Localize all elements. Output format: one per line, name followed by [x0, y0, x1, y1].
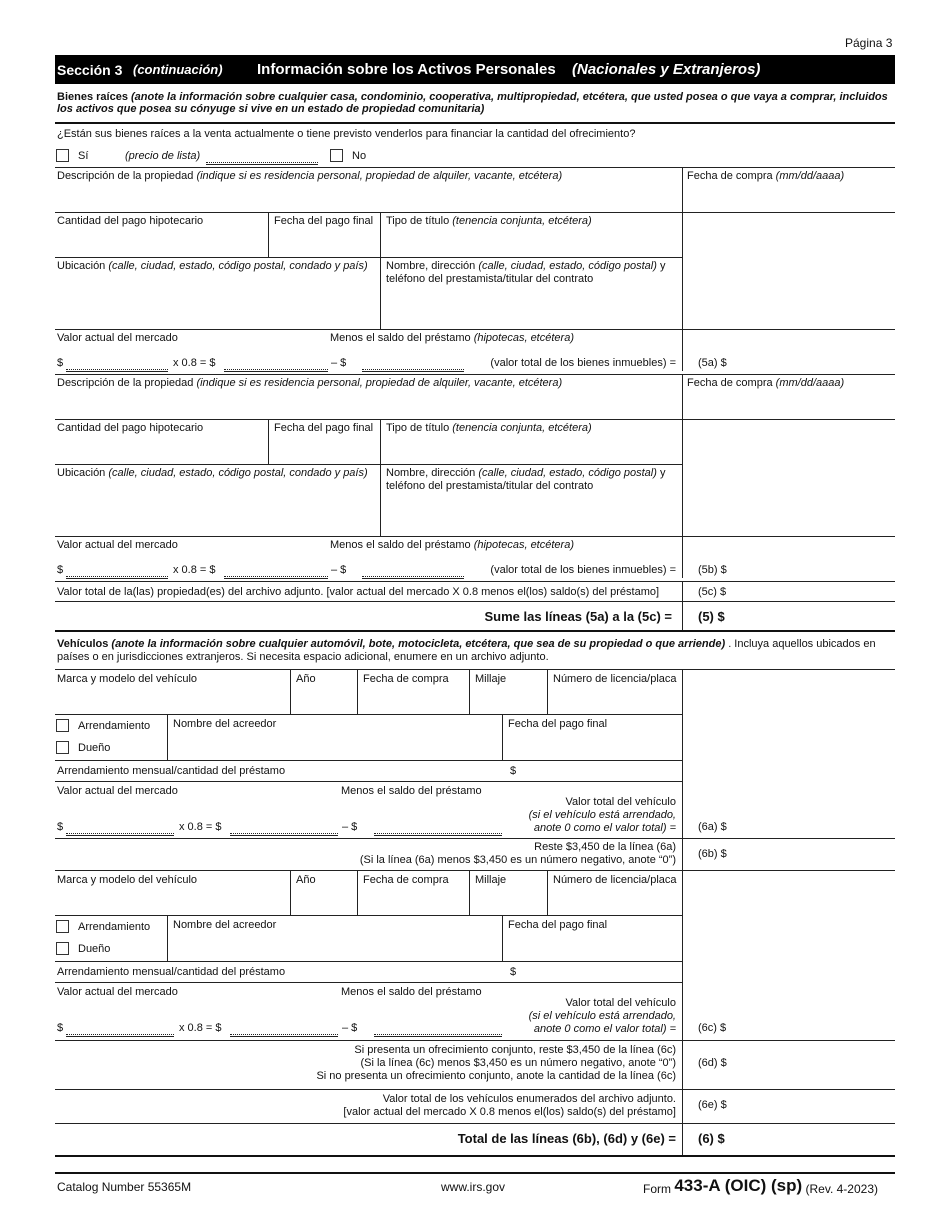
less-loan-label: Menos el saldo del préstamo (hipotecas, etcétera): [330, 539, 574, 551]
location-label: Ubicación (calle, ciudad, estado, código postal, condado y país): [57, 260, 368, 272]
final-payment-label: Fecha del pago final: [274, 422, 374, 434]
title-type-label: Tipo de título (tenencia conjunta, etcétera): [386, 422, 592, 434]
adjusted-value-field[interactable]: [224, 369, 328, 372]
loan-balance-field[interactable]: [362, 576, 464, 579]
line-6a-ref: (6a) $: [698, 821, 727, 833]
times-factor: x 0.8 = $: [173, 564, 216, 576]
vehicle-total-note: (si el vehículo está arrendado,: [528, 809, 676, 821]
property-description-label: Descripción de la propiedad (indique si es residencia personal, propiedad de alquiler, vacante, etcétera): [57, 170, 563, 182]
real-estate-heading: Bienes raíces (anote la información sobre cualquier casa, condominio, cooperativa, multipropiedad, etcétera, que usted posea o que vaya a comprar, incluidos: [57, 91, 888, 103]
mortgage-amount-label: Cantidad del pago hipotecario: [57, 215, 204, 227]
final-payment-label: Fecha del pago final: [508, 718, 608, 730]
attachment-6e-note: [valor actual del mercado X 0.8 menos el(los) saldo(s) del préstamo]: [343, 1106, 676, 1118]
subtract-6d-note: (Si la línea (6c) menos $3,450 es un número negativo, anote “0”): [360, 1057, 676, 1069]
lease-label: Arrendamiento: [78, 720, 151, 732]
dollar-sign: $: [57, 1022, 64, 1034]
minus-sign: – $: [342, 821, 358, 833]
less-loan-label: Menos el saldo del préstamo: [341, 785, 482, 797]
mileage-label: Millaje: [475, 874, 507, 886]
section-title: Información sobre los Activos Personales: [257, 61, 556, 78]
vehicle-total-label: Valor total del vehículo: [565, 796, 676, 808]
lender-label: Nombre, dirección (calle, ciudad, estado, código postal) y: [386, 467, 666, 479]
minus-sign: – $: [331, 564, 347, 576]
lender-label: Nombre, dirección (calle, ciudad, estado, código postal) y: [386, 260, 666, 272]
form-id: Form 433-A (OIC) (sp) (Rev. 4-2023): [643, 1176, 878, 1196]
owner-label: Dueño: [78, 742, 111, 754]
section-banner: [55, 55, 895, 84]
adjusted-value-field[interactable]: [230, 1034, 338, 1037]
times-factor: x 0.8 = $: [179, 821, 222, 833]
minus-sign: – $: [342, 1022, 358, 1034]
irs-website: www.irs.gov: [441, 1180, 506, 1194]
times-factor: x 0.8 = $: [179, 1022, 222, 1034]
total-6-label: Total de las líneas (6b), (6d) y (6e) =: [457, 1131, 676, 1146]
adjusted-value-field[interactable]: [224, 576, 328, 579]
catalog-number: Catalog Number 55365M: [57, 1180, 192, 1194]
vehicles-heading: Vehículos (anote la información sobre cualquier automóvil, bote, motocicleta, etcétera, que sea de su propiedad o que arriende) . Incluya aquellos ubicados en: [57, 638, 876, 650]
subtract-6d-label: Si presenta un ofrecimiento conjunto, reste $3,450 de la línea (6c): [354, 1044, 676, 1056]
list-price-field[interactable]: [206, 162, 318, 165]
section-number: Sección 3: [57, 62, 123, 78]
line-5a-ref: (5a) $: [698, 357, 727, 369]
dollar-sign: $: [57, 821, 64, 833]
line-5b-ref: (5b) $: [698, 564, 727, 576]
loan-balance-field[interactable]: [374, 833, 502, 836]
vehicle-total-note2: anote 0 como el valor total) =: [533, 1023, 676, 1035]
sum-5-label: Sume las líneas (5a) a la (5c) =: [484, 609, 672, 624]
final-payment-label: Fecha del pago final: [274, 215, 374, 227]
year-label: Año: [296, 874, 316, 886]
section-title-italic: (Nacionales y Extranjeros): [572, 61, 761, 78]
market-value-field[interactable]: [66, 1034, 174, 1037]
line-6-ref: (6) $: [698, 1131, 725, 1146]
plate-label: Número de licencia/placa: [553, 673, 677, 685]
owner-checkbox[interactable]: [56, 942, 69, 955]
purchase-date-label: Fecha de compra: [363, 673, 449, 685]
section-continuation: (continuación): [133, 62, 223, 77]
market-value-label: Valor actual del mercado: [57, 332, 178, 344]
subtract-6d-alt: Si no presenta un ofrecimiento conjunto, anote la cantidad de la línea (6c): [316, 1070, 676, 1082]
adjusted-value-field[interactable]: [230, 833, 338, 836]
subtract-6b-note: (Si la línea (6a) menos $3,450 es un número negativo, anote “0”): [359, 854, 676, 866]
less-loan-label: Menos el saldo del préstamo (hipotecas, etcétera): [330, 332, 574, 344]
market-value-label: Valor actual del mercado: [57, 986, 178, 998]
loan-balance-field[interactable]: [374, 1034, 502, 1037]
minus-sign: – $: [331, 357, 347, 369]
attachment-line: Valor total de la(las) propiedad(es) del archivo adjunto. [valor actual del mercado X 0.8 menos el(los) saldo(s) del préstamo]: [57, 586, 660, 598]
vehicle-total-note2: anote 0 como el valor total) =: [533, 822, 676, 834]
less-loan-label: Menos el saldo del préstamo: [341, 986, 482, 998]
lender-label-line2: teléfono del prestamista/titular del contrato: [386, 273, 594, 285]
monthly-payment-label: Arrendamiento mensual/cantidad del préstamo: [57, 765, 286, 777]
market-value-field[interactable]: [66, 369, 168, 372]
for-sale-yes-checkbox[interactable]: [56, 149, 69, 162]
lease-checkbox[interactable]: [56, 920, 69, 933]
vehicles-heading-line2: países o en jurisdicciones extranjeros. Si necesita espacio adicional, enumere en un archivo adjunto.: [57, 651, 549, 663]
final-payment-label: Fecha del pago final: [508, 919, 608, 931]
vehicle-total-note: (si el vehículo está arrendado,: [528, 1010, 676, 1022]
owner-label: Dueño: [78, 943, 111, 955]
line-5-ref: (5) $: [698, 609, 725, 624]
lease-label: Arrendamiento: [78, 921, 151, 933]
loan-balance-field[interactable]: [362, 369, 464, 372]
market-value-field[interactable]: [66, 833, 174, 836]
purchase-date-label: Fecha de compra: [363, 874, 449, 886]
title-type-label: Tipo de título (tenencia conjunta, etcétera): [386, 215, 592, 227]
page-number: Página 3: [845, 36, 893, 50]
times-factor: x 0.8 = $: [173, 357, 216, 369]
mileage-label: Millaje: [475, 673, 507, 685]
dollar-sign: $: [57, 357, 64, 369]
make-model-label: Marca y modelo del vehículo: [57, 874, 198, 886]
line-6b-ref: (6b) $: [698, 848, 727, 860]
mortgage-amount-label: Cantidad del pago hipotecario: [57, 422, 204, 434]
owner-checkbox[interactable]: [56, 741, 69, 754]
line-6e-ref: (6e) $: [698, 1099, 727, 1111]
purchase-date-label: Fecha de compra (mm/dd/aaaa): [687, 170, 845, 182]
dollar-sign: $: [57, 564, 64, 576]
total-real-estate-label: (valor total de los bienes inmuebles) =: [490, 357, 676, 369]
total-real-estate-label: (valor total de los bienes inmuebles) =: [490, 564, 676, 576]
monthly-payment-label: Arrendamiento mensual/cantidad del préstamo: [57, 966, 286, 978]
creditor-label: Nombre del acreedor: [173, 718, 277, 730]
attachment-6e-label: Valor total de los vehículos enumerados del archivo adjunto.: [382, 1093, 676, 1105]
location-label: Ubicación (calle, ciudad, estado, código postal, condado y país): [57, 467, 368, 479]
purchase-date-label: Fecha de compra (mm/dd/aaaa): [687, 377, 845, 389]
subtract-6b-label: Reste $3,450 de la línea (6a): [534, 841, 676, 853]
line-5c-ref: (5c) $: [698, 586, 727, 598]
real-estate-heading-line2: los activos que posea su cónyuge si vive en un estado de propiedad comunitaria): [57, 103, 485, 115]
for-sale-no-checkbox[interactable]: [330, 149, 343, 162]
for-sale-no-label: No: [352, 150, 367, 162]
line-6c-ref: (6c) $: [698, 1022, 727, 1034]
plate-label: Número de licencia/placa: [553, 874, 677, 886]
market-value-label: Valor actual del mercado: [57, 539, 178, 551]
monthly-dollar: $: [510, 966, 517, 978]
list-price-label: (precio de lista): [125, 150, 201, 162]
for-sale-question: ¿Están sus bienes raíces a la venta actualmente o tiene previsto venderlos para financiar la cantidad del ofrecimiento?: [57, 128, 636, 140]
market-value-field[interactable]: [66, 576, 168, 579]
property-description-label: Descripción de la propiedad (indique si es residencia personal, propiedad de alquiler, vacante, etcétera): [57, 377, 563, 389]
lease-checkbox[interactable]: [56, 719, 69, 732]
creditor-label: Nombre del acreedor: [173, 919, 277, 931]
market-value-label: Valor actual del mercado: [57, 785, 178, 797]
for-sale-yes-label: Sí: [78, 150, 89, 162]
make-model-label: Marca y modelo del vehículo: [57, 673, 198, 685]
vehicle-total-label: Valor total del vehículo: [565, 997, 676, 1009]
line-6d-ref: (6d) $: [698, 1057, 727, 1069]
year-label: Año: [296, 673, 316, 685]
monthly-dollar: $: [510, 765, 517, 777]
lender-label-line2: teléfono del prestamista/titular del contrato: [386, 480, 594, 492]
